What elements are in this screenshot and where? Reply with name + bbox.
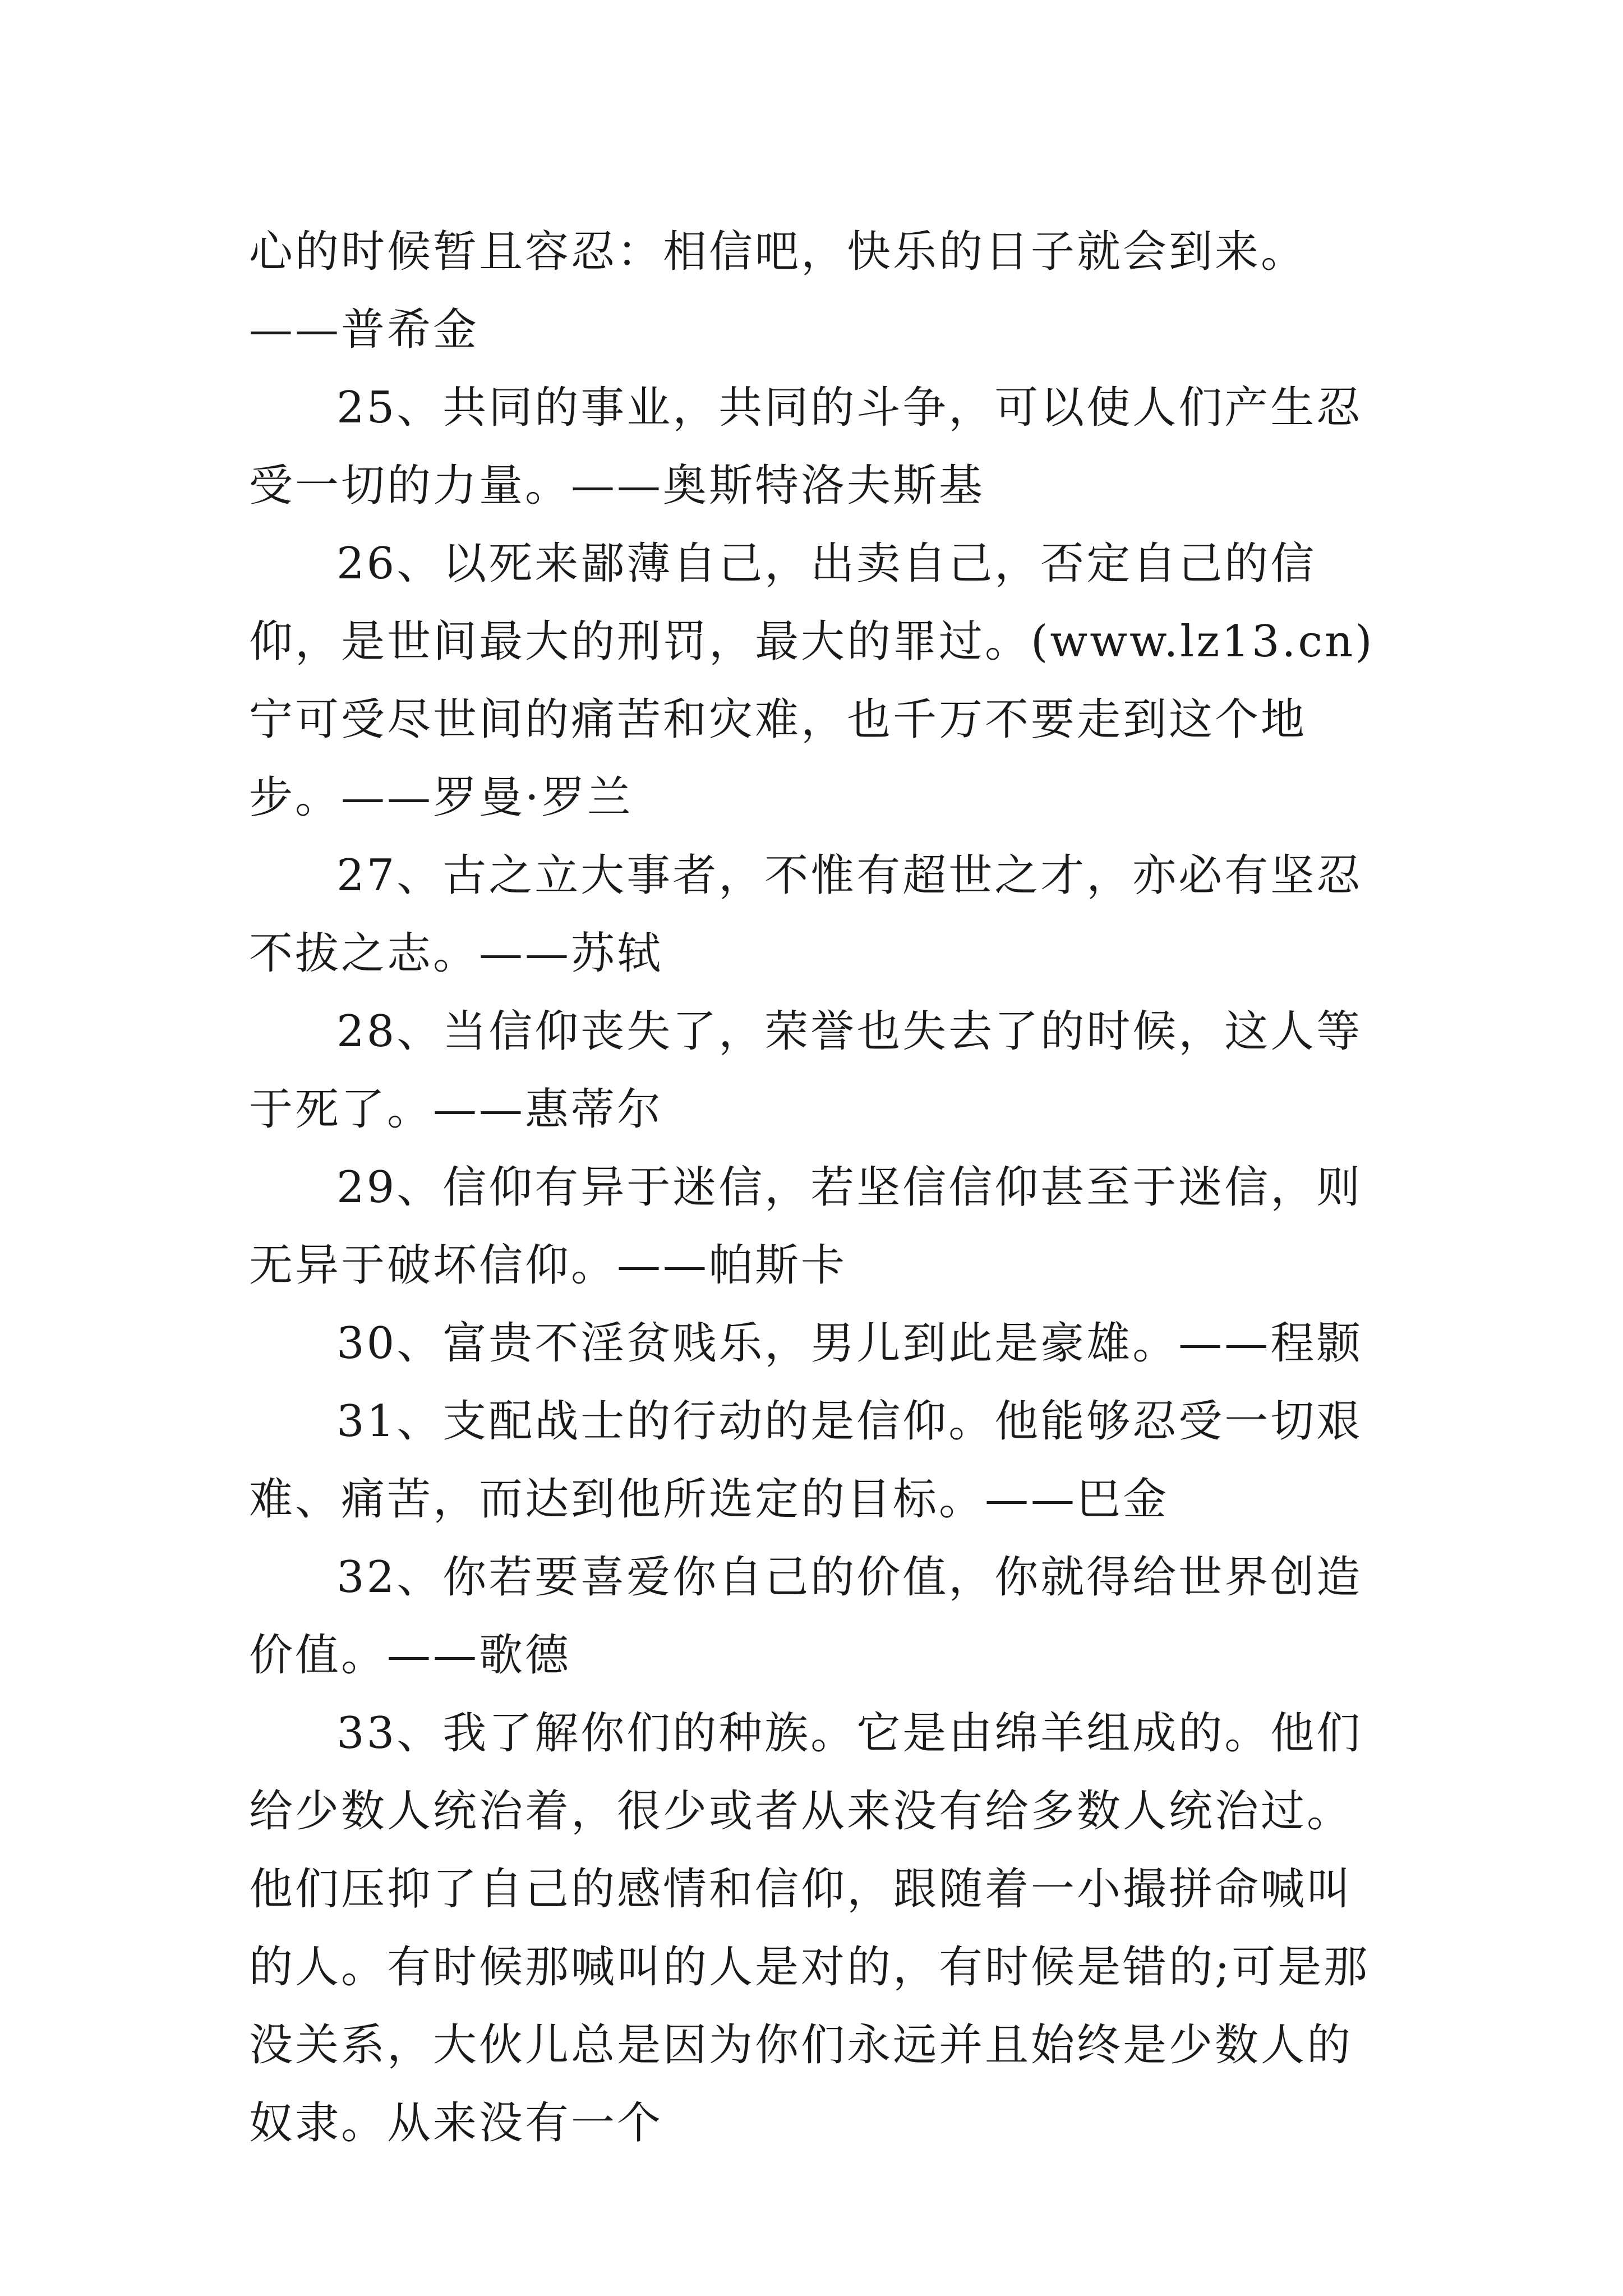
body-text [249,213,1387,2162]
paragraph-continuation: 心的时候暂且容忍：相信吧，快乐的日子就会到来。——普希金 [249,227,1307,355]
quote-32: 32、你若要喜爱你自己的价值，你就得给世界创造价值。——歌德 [249,1552,1363,1681]
quote-27: 27、古之立大事者，不惟有超世之才，亦必有坚忍不拔之志。——苏轼 [249,850,1363,979]
quote-30: 30、富贵不淫贫贱乐，男儿到此是豪雄。——程颢 [336,1318,1363,1369]
quote-33: 33、我了解你们的种族。它是由绵羊组成的。他们给少数人统治着，很少或者从来没有给多数人统治过。他们压抑了自己的感情和信仰，跟随着一小撮拼命喊叫的人。有时候那喊叫的人是对的，有时候是错的;可是那没关系，大伙儿总是因为你们永远并且始终是少数人的奴隶。从来没有一个 [249,1708,1370,2148]
quote-28: 28、当信仰丧失了，荣誉也失去了的时候，这人等于死了。——惠蒂尔 [249,1006,1363,1135]
quote-31: 31、支配战士的行动的是信仰。他能够忍受一切艰难、痛苦，而达到他所选定的目标。——巴金 [249,1396,1363,1525]
quote-26: 26、以死来鄙薄自己，出卖自己，否定自己的信仰，是世间最大的刑罚，最大的罪过。(www.lz13.cn)宁可受尽世间的痛苦和灾难，也千万不要走到这个地步。——罗曼·罗兰 [249,539,1375,823]
quote-25: 25、共同的事业，共同的斗争，可以使人们产生忍受一切的力量。——奥斯特洛夫斯基 [249,383,1363,511]
quote-29: 29、信仰有异于迷信，若坚信信仰甚至于迷信，则无异于破坏信仰。——帕斯卡 [249,1162,1363,1291]
